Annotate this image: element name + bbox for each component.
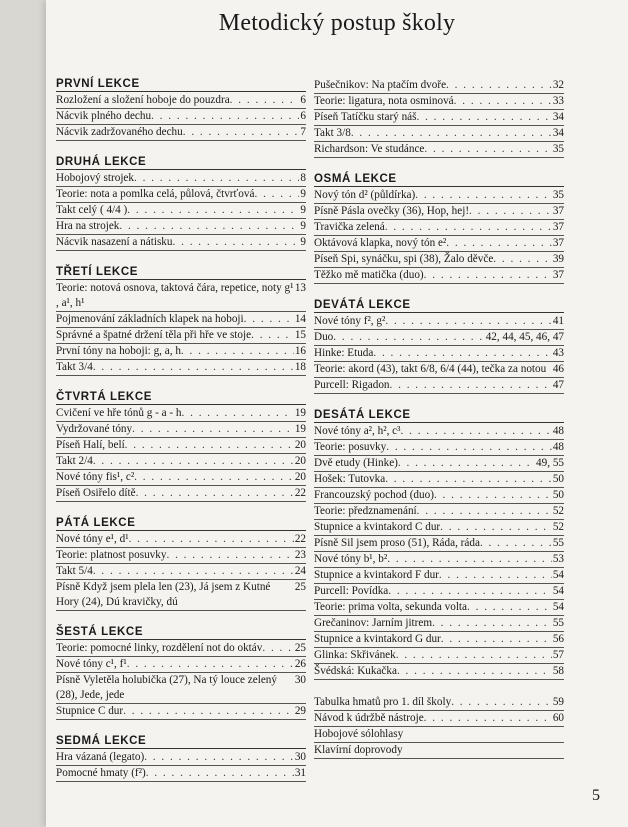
dot-leader [144,750,294,765]
entry-page: 7 [300,126,306,138]
entry-page: 58 [552,665,564,677]
entry-page: 47 [552,379,564,391]
toc-entry [314,488,564,504]
entry-title: Richardson: Ve studánce [314,143,425,155]
entry-page: 22 [294,487,306,499]
entry-page: 49, 55 [536,457,564,469]
toc-entry [314,632,564,648]
toc-entry [314,695,564,711]
toc-entry [56,406,306,422]
dot-leader [93,564,294,579]
entry-page: 34 [552,127,564,139]
entry-page: 25 [294,642,306,654]
entry-title: Hinke: Etuda [314,347,374,359]
toc-entry [314,664,564,680]
section-heading: DEVÁTÁ LEKCE [314,299,564,313]
entry-page: 35 [552,189,564,201]
toc-entry [314,236,564,252]
entry-title: Hra na strojek [56,220,120,232]
entry-page: 39 [552,253,564,265]
entry-page: 54 [552,601,564,613]
entry-page: 50 [552,489,564,501]
entry-title: Teorie: ligatura, nota osminová [314,95,454,107]
entry-title: Správné a špatné držení těla při hře ve stoje [56,329,252,341]
entry-page: 35 [552,143,564,155]
toc-entry [314,78,564,94]
entry-title: Píseň Tatíčku starý náš [314,111,417,123]
entry-page: 46 [552,363,564,375]
dot-leader [244,312,294,327]
toc-entry [56,328,306,344]
toc-entry [314,204,564,220]
entry-title: Oktávová klapka, nový tón e² [314,237,447,249]
entry-page: 19 [294,423,306,435]
toc-entry [314,424,564,440]
entry-page: 43 [552,347,564,359]
entry-title: Dvě etudy (Hinke) [314,457,398,469]
entry-title: Travička zelená [314,221,385,233]
toc-entry [314,220,564,236]
entry-title: Takt 3/4 [56,361,93,373]
toc-entry [314,188,564,204]
toc-entry [56,470,306,486]
toc-entry [314,110,564,126]
toc-entry [56,219,306,235]
entry-page: 42, 44, 45, 46, 47 [485,331,564,343]
entry-page: 20 [294,439,306,451]
entry-title: Píseň Spi, synáčku, spi (38), Žalo děvče [314,253,494,265]
toc-entry [56,187,306,203]
dot-leader [469,204,552,219]
dot-leader [166,548,293,563]
dot-leader [424,268,552,283]
entry-page: 32 [552,79,564,91]
entry-page: 18 [294,361,306,373]
entry-title: Cvičení ve hře tónů g - a - h [56,407,182,419]
dot-leader [123,704,294,719]
dot-leader [129,532,294,547]
toc-entry [56,203,306,219]
entry-page: 9 [300,204,306,216]
dot-leader [446,78,552,93]
section-heading: OSMÁ LEKCE [314,173,564,187]
page-title: Metodický postup školy [218,10,456,36]
entry-title: Grečaninov: Jarním jitrem [314,617,433,629]
entry-page: 52 [552,521,564,533]
entry-page: 25 [294,581,306,593]
toc-entry [314,600,564,616]
toc-entry [314,727,564,743]
dot-leader [434,488,552,503]
toc-section [56,391,306,502]
entry-title: Stupnice a kvintakord G dur [314,633,441,645]
toc-entry [56,532,306,548]
dot-leader [134,470,294,485]
dot-leader [385,220,552,235]
toc-entry [314,456,564,472]
entry-title: Teorie: prima volta, sekunda volta [314,601,467,613]
entry-page: 37 [552,237,564,249]
dot-leader [127,657,294,672]
dot-leader [417,504,552,519]
entry-page: 13 [294,282,306,294]
toc-entry [314,126,564,142]
entry-title: Vydržované tóny [56,423,133,435]
entry-page: 31 [294,767,306,779]
entry-title: Hošek: Tutovka [314,473,386,485]
entry-title: Nácvik plného dechu [56,110,152,122]
entry-title: Písně Sil jsem proso (51), Ráda, ráda [314,537,480,549]
entry-title: Nové tóny c¹, f¹ [56,658,127,670]
entry-page: 23 [294,549,306,561]
entry-title: Takt celý ( 4/4 ) [56,204,128,216]
dot-leader [388,584,552,599]
entry-page: 19 [294,407,306,419]
toc-entry [314,743,564,759]
page-number: 5 [592,787,600,804]
entry-page: 48 [552,441,564,453]
entry-title: Písně Když jsem plela len (23), Já jsem z Kutné Hory (24), Dú kravičky, dú [56,581,271,608]
toc-entry [56,486,306,502]
toc-section [56,626,306,720]
section-heading: SEDMÁ LEKCE [56,735,306,749]
dot-leader [146,766,294,781]
entry-page: 24 [294,565,306,577]
toc-entry [56,704,306,720]
entry-title: Teorie: notová osnova, taktová čára, repetice, noty g¹ , a¹, h¹ [56,282,294,309]
entry-title: Švédská: Kukačka [314,665,397,677]
section-heading: ŠESTÁ LEKCE [56,626,306,640]
entry-title: Nové tóny f², g² [314,315,386,327]
entry-title: Takt 5/4 [56,565,93,577]
entry-page: 54 [552,569,564,581]
entry-page: 30 [294,751,306,763]
dot-leader [351,126,552,141]
dot-leader [480,536,552,551]
dot-leader [390,378,552,393]
toc-entry [56,454,306,470]
toc-entry [314,472,564,488]
dot-leader [136,486,294,501]
entry-title: Nové tóny a², h², c³ [314,425,401,437]
section-heading: PÁTÁ LEKCE [56,517,306,531]
toc-entry [314,552,564,568]
toc-entry [56,564,306,580]
entry-page: 37 [552,221,564,233]
entry-title: Teorie: nota a pomlka celá, půlová, čtvrťová [56,188,255,200]
dot-leader [132,422,294,437]
entry-page: 14 [294,313,306,325]
toc-entry [314,584,564,600]
dot-leader [93,360,294,375]
entry-page: 52 [552,505,564,517]
entry-title: Teorie: platnost posuvky [56,549,167,561]
toc-entry [56,657,306,673]
entry-page: 57 [552,649,564,661]
toc-entry [314,268,564,284]
toc-entry [56,673,306,704]
dot-leader [397,664,552,679]
toc-entry [314,536,564,552]
dot-leader [467,600,552,615]
dot-leader [230,93,300,108]
entry-page: 8 [300,172,306,184]
section-heading: DRUHÁ LEKCE [56,156,306,170]
toc-section [314,409,564,680]
dot-leader [251,328,294,343]
entry-title: Těžko mě matička (duo) [314,269,424,281]
entry-title: Duo [314,331,334,343]
dot-leader [93,454,294,469]
toc-entry [314,314,564,330]
toc-entry [56,125,306,141]
dot-leader [127,203,299,218]
entry-title: Purcell: Povídka [314,585,389,597]
entry-title: Teorie: předznamenání [314,505,417,517]
dot-leader [398,456,535,471]
toc-section [314,78,564,158]
toc-entry [56,422,306,438]
section-heading: ČTVRTÁ LEKCE [56,391,306,405]
entry-page: 16 [294,345,306,357]
section-heading: TŘETÍ LEKCE [56,266,306,280]
document-page [46,0,628,827]
toc-entry [56,766,306,782]
entry-title: Nové tóny e¹, d¹ [56,533,129,545]
dot-leader [119,219,299,234]
entry-title: Píseň Halí, belí [56,439,125,451]
entry-title: Návod k údržbě nástroje [314,712,424,724]
entry-title: Písně Pásla ovečky (36), Hop, hej! [314,205,470,217]
entry-title: Písně Vyletěla holubička (27), Na tý louce zelený (28), Jede, jede [56,674,277,701]
entry-page: 54 [552,585,564,597]
entry-page: 20 [294,455,306,467]
entry-title: Teorie: pomocné linky, rozdělení not do oktáv [56,642,263,654]
entry-page: 60 [552,712,564,724]
toc-entry [314,142,564,158]
dot-leader [333,330,484,345]
entry-title: Pojmenování základních klapek na hoboji [56,313,244,325]
entry-title: Stupnice a kvintakord F dur [314,569,439,581]
toc-entry [56,281,306,312]
entry-title: Takt 2/4 [56,455,93,467]
dot-leader [424,711,552,726]
entry-page: 41 [552,315,564,327]
entry-page: 37 [552,205,564,217]
toc-section [56,156,306,251]
dot-leader [373,346,551,361]
dot-leader [262,641,293,656]
entry-page: 55 [552,537,564,549]
entry-page: 26 [294,658,306,670]
dot-leader [415,188,552,203]
entry-title: Takt 3/8 [314,127,351,139]
toc-entry [56,235,306,251]
section-heading: PRVNÍ LEKCE [56,78,306,92]
entry-page: 20 [294,471,306,483]
entry-page: 9 [300,236,306,248]
dot-leader [493,252,552,267]
toc-entry [314,362,564,378]
entry-page: 55 [552,617,564,629]
toc-entry [56,360,306,376]
entry-page: 53 [552,553,564,565]
entry-page: 9 [300,220,306,232]
dot-leader [151,109,299,124]
toc-entry [56,344,306,360]
entry-page: 59 [552,696,564,708]
dot-leader [439,568,552,583]
dot-leader [446,236,552,251]
entry-page: 6 [300,110,306,122]
entry-page: 6 [300,94,306,106]
dot-leader [125,438,294,453]
dot-leader [424,142,551,157]
entry-page: 29 [294,705,306,717]
dot-leader [401,424,552,439]
entry-page: 33 [552,95,564,107]
toc-section [56,735,306,782]
entry-title: Nové tóny fis¹, c² [56,471,135,483]
entry-title: Nové tóny b¹, b² [314,553,388,565]
dot-leader [454,94,552,109]
toc-entry [314,648,564,664]
entry-title: Nový tón d² (půldírka) [314,189,416,201]
toc-entry [56,580,306,611]
dot-leader [173,235,300,250]
toc-entry [56,641,306,657]
toc-entry [314,520,564,536]
toc-entry [314,378,564,394]
toc-section [56,78,306,141]
entry-title: Pomocné hmaty (f²) [56,767,146,779]
entry-title: Píseň Osiřelo dítě [56,487,136,499]
dot-leader [451,695,552,710]
toc-entry [56,750,306,766]
toc-entry [56,548,306,564]
toc-section [56,266,306,376]
dot-leader [416,110,551,125]
toc-entry [56,438,306,454]
entry-title: První tóny na hoboji: g, a, h [56,345,181,357]
entry-title: Teorie: posuvky [314,441,387,453]
toc-entry [314,94,564,110]
entry-title: Tabulka hmatů pro 1. díl školy [314,696,452,708]
dot-leader [385,314,551,329]
left-column [56,78,306,797]
entry-title: Stupnice a kvintakord C dur [314,521,441,533]
dot-leader [441,632,552,647]
right-column [314,78,564,774]
entry-title: Hobojové sólohlasy [314,728,404,740]
toc-entry [314,711,564,727]
dot-leader [396,648,552,663]
toc-section [314,173,564,284]
toc-entry [314,568,564,584]
toc-entry [314,616,564,632]
toc-entry [314,346,564,362]
entry-title: Rozložení a složení hoboje do pouzdra [56,94,230,106]
toc-entry [56,312,306,328]
entry-title: Francouzský pochod (duo) [314,489,434,501]
entry-page: 30 [294,674,306,686]
entry-title: Hra vázaná (legato) [56,751,145,763]
toc-section [314,299,564,394]
toc-entry [56,93,306,109]
dot-leader [182,406,294,421]
toc-section [56,517,306,611]
entry-page: 56 [552,633,564,645]
entry-page: 22 [294,533,306,545]
entry-page: 9 [300,188,306,200]
toc-entry [314,440,564,456]
entry-title: Nácvik nasazení a nátisku [56,236,173,248]
entry-page: 48 [552,425,564,437]
dot-leader [432,616,552,631]
dot-leader [440,520,552,535]
entry-title: Glinka: Skřivánek [314,649,396,661]
entry-title: Pušečnikov: Na ptačím dvoře [314,79,447,91]
dot-leader [387,552,552,567]
dot-leader [183,125,300,140]
toc-entry [314,504,564,520]
entry-title: Hobojový strojek [56,172,134,184]
entry-page: 37 [552,269,564,281]
dot-leader [134,171,299,186]
entry-title: Nácvik zadržovaného dechu [56,126,183,138]
toc-entry [56,109,306,125]
section-heading: DESÁTÁ LEKCE [314,409,564,423]
entry-title: Klavírní doprovody [314,744,403,756]
dot-leader [386,440,552,455]
toc-section [314,695,564,759]
entry-page: 34 [552,111,564,123]
toc-entry [56,171,306,187]
toc-entry [314,330,564,346]
entry-page: 50 [552,473,564,485]
dot-leader [385,472,552,487]
dot-leader [181,344,294,359]
entry-page: 15 [294,329,306,341]
entry-title: Stupnice C dur [56,705,124,717]
entry-title: Purcell: Rigadon [314,379,390,391]
toc-entry [314,252,564,268]
dot-leader [254,187,299,202]
entry-title: Teorie: akord (43), takt 6/8, 6/4 (44), tečka za notou [314,363,547,375]
